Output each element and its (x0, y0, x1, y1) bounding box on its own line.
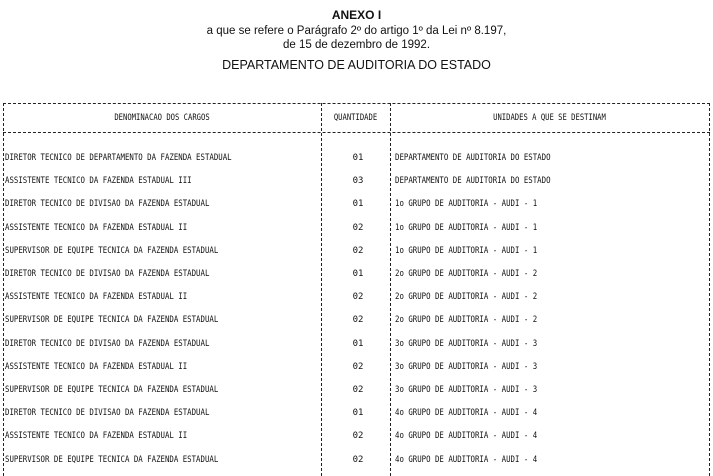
quantidade-cell: 02 (352, 246, 364, 256)
cargo-cell: DIRETOR TECNICO DE DIVISAO DA FAZENDA ESTADUAL (5, 339, 210, 349)
table-row (3, 449, 710, 471)
cargo-cell: SUPERVISOR DE EQUIPE TECNICA DA FAZENDA ESTADUAL (5, 246, 219, 256)
quantidade-cell: 02 (352, 223, 364, 233)
department-name: DEPARTAMENTO DE AUDITORIA DO ESTADO (222, 58, 491, 72)
cargo-cell: SUPERVISOR DE EQUIPE TECNICA DA FAZENDA ESTADUAL (5, 315, 219, 325)
column-header-quantidade: QUANTIDADE (333, 113, 378, 123)
unidade-cell: 1o GRUPO DE AUDITORIA - AUDI - 1 (395, 246, 538, 256)
unidade-cell: 2o GRUPO DE AUDITORIA - AUDI - 2 (395, 292, 538, 302)
column-header-cargos: DENOMINACAO DOS CARGOS (114, 113, 210, 123)
header-bottom-rule (3, 132, 710, 133)
cargo-cell: DIRETOR TECNICO DE DIVISAO DA FAZENDA ESTADUAL (5, 408, 210, 418)
unidade-cell: DEPARTAMENTO DE AUDITORIA DO ESTADO (395, 176, 551, 186)
unidade-cell: 1o GRUPO DE AUDITORIA - AUDI - 1 (395, 223, 538, 233)
unidade-cell: 4o GRUPO DE AUDITORIA - AUDI - 4 (395, 408, 538, 418)
table-row (3, 425, 710, 447)
cargo-cell: DIRETOR TECNICO DE DIVISAO DA FAZENDA ESTADUAL (5, 269, 210, 279)
cargo-cell: DIRETOR TECNICO DE DEPARTAMENTO DA FAZENDA ESTADUAL (5, 153, 232, 163)
unidade-cell: 2o GRUPO DE AUDITORIA - AUDI - 2 (395, 269, 538, 279)
quantidade-cell: 02 (352, 315, 364, 325)
unidade-cell: DEPARTAMENTO DE AUDITORIA DO ESTADO (395, 153, 551, 163)
table-row (3, 240, 710, 262)
table-row (3, 402, 710, 424)
quantidade-cell: 01 (352, 408, 364, 418)
table-row (3, 309, 710, 331)
cargo-cell: ASSISTENTE TECNICO DA FAZENDA ESTADUAL II (5, 223, 188, 233)
quantidade-cell: 02 (352, 455, 364, 465)
quantidade-cell: 01 (352, 153, 364, 163)
table-row (3, 286, 710, 308)
table-row (3, 379, 710, 401)
quantidade-cell: 02 (352, 431, 364, 441)
cargo-cell: ASSISTENTE TECNICO DA FAZENDA ESTADUAL II (5, 292, 188, 302)
unidade-cell: 3o GRUPO DE AUDITORIA - AUDI - 3 (395, 385, 538, 395)
table-row (3, 356, 710, 378)
table-row (3, 217, 710, 239)
law-reference: a que se refere o Parágrafo 2º do artigo 1º da Lei nº 8.197, (206, 25, 507, 37)
unidade-cell: 3o GRUPO DE AUDITORIA - AUDI - 3 (395, 339, 538, 349)
cargo-cell: ASSISTENTE TECNICO DA FAZENDA ESTADUAL II (5, 431, 188, 441)
unidade-cell: 4o GRUPO DE AUDITORIA - AUDI - 4 (395, 455, 538, 465)
unidade-cell: 2o GRUPO DE AUDITORIA - AUDI - 2 (395, 315, 538, 325)
cargo-cell: ASSISTENTE TECNICO DA FAZENDA ESTADUAL II (5, 362, 188, 372)
table-row (3, 333, 710, 355)
quantidade-cell: 01 (352, 339, 364, 349)
cargo-cell: SUPERVISOR DE EQUIPE TECNICA DA FAZENDA ESTADUAL (5, 385, 219, 395)
quantidade-cell: 01 (352, 269, 364, 279)
cargo-cell: ASSISTENTE TECNICO DA FAZENDA ESTADUAL III (5, 176, 192, 186)
table-row (3, 170, 710, 192)
annex-title: ANEXO I (331, 8, 382, 22)
table-top-rule (3, 103, 710, 104)
table-row (3, 147, 710, 169)
quantidade-cell: 02 (352, 292, 364, 302)
column-header-unidades: UNIDADES A QUE SE DESTINAM (493, 113, 606, 123)
law-date: de 15 de dezembro de 1992. (282, 39, 431, 51)
cargo-cell: DIRETOR TECNICO DE DIVISAO DA FAZENDA ESTADUAL (5, 199, 210, 209)
table-row (3, 193, 710, 215)
quantidade-cell: 01 (352, 199, 364, 209)
unidade-cell: 4o GRUPO DE AUDITORIA - AUDI - 4 (395, 431, 538, 441)
positions-table (3, 103, 710, 476)
quantidade-cell: 02 (352, 362, 364, 372)
unidade-cell: 3o GRUPO DE AUDITORIA - AUDI - 3 (395, 362, 538, 372)
cargo-cell: SUPERVISOR DE EQUIPE TECNICA DA FAZENDA ESTADUAL (5, 455, 219, 465)
document-header (0, 8, 713, 72)
quantidade-cell: 02 (352, 385, 364, 395)
quantidade-cell: 03 (352, 176, 364, 186)
unidade-cell: 1o GRUPO DE AUDITORIA - AUDI - 1 (395, 199, 538, 209)
table-row (3, 263, 710, 285)
